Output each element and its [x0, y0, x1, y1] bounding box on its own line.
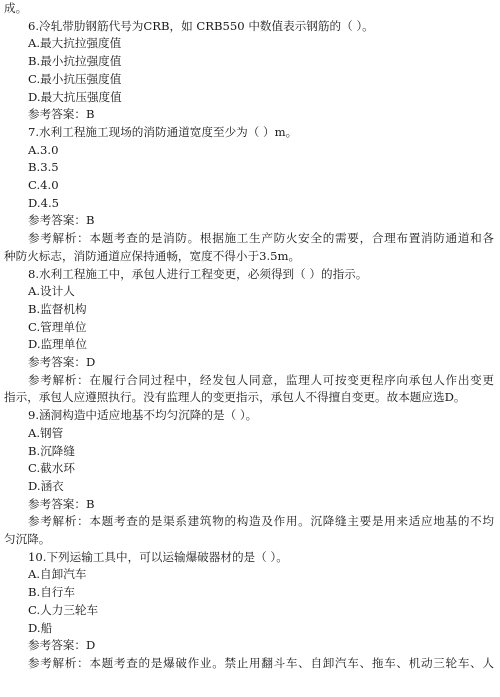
- text-line: A.自卸汽车: [28, 567, 87, 582]
- text-line: C.截水环: [28, 461, 75, 476]
- text-line: 6.冷轧带肋钢筋代号为CRB，如 CRB550 中数值表示钢筋的（ ）。: [28, 18, 374, 33]
- text-line: B.监督机构: [28, 301, 87, 316]
- text-line: B.3.5: [28, 160, 59, 175]
- text-line: A.3.0: [28, 142, 59, 157]
- text-line: 参考答案：B: [28, 107, 95, 122]
- text-line: 参考解析：本题考查的是爆破作业。禁止用翻斗车、自卸汽车、拖车、机动三轮车、人: [28, 655, 494, 670]
- text-line: A.设计人: [28, 284, 75, 299]
- text-line: 8.水利工程施工中，承包人进行工程变更，必须得到（ ）的指示。: [28, 266, 368, 281]
- text-line: C.4.0: [28, 178, 59, 192]
- text-line: 参考解析：在履行合同过程中，经发包人同意，监理人可按变更程序向承包人作出变更: [28, 372, 494, 387]
- text-line: D.船: [28, 620, 53, 635]
- text-line: 种防火标志，消防通道应保持通畅，宽度不得小于3.5m。: [4, 248, 301, 263]
- text-line: D.监理单位: [28, 337, 87, 352]
- text-line: D.最大抗压强度值: [28, 89, 122, 104]
- text-line: 成。: [4, 1, 28, 15]
- text-line: B.最小抗拉强度值: [28, 54, 122, 69]
- text-line: 参考解析：本题考查的是消防。根据施工生产防火安全的需要，合理布置消防通道和各: [28, 231, 494, 246]
- text-line: 参考答案：D: [28, 355, 96, 369]
- text-line: A.最大抗拉强度值: [28, 36, 122, 51]
- text-line: 9.涵洞构造中适应地基不均匀沉降的是（ ）。: [28, 408, 258, 423]
- text-line: 10.下列运输工具中，可以运输爆破器材的是（ ）。: [28, 549, 288, 564]
- text-line: B.沉降缝: [28, 443, 75, 458]
- text-line: A.钢管: [28, 425, 64, 440]
- text-line: 7.水利工程施工现场的消防通道宽度至少为（ ）m。: [28, 124, 298, 139]
- text-line: D.4.5: [28, 195, 60, 210]
- text-line: B.自行车: [28, 585, 75, 600]
- text-line: C.最小抗压强度值: [28, 71, 122, 86]
- text-line: 指示，承包人应遵照执行。没有监理人的变更指示，承包人不得擅自变更。故本题应选D。: [4, 390, 466, 405]
- text-line: 参考答案：B: [28, 213, 95, 228]
- text-line: 参考答案：B: [28, 496, 95, 511]
- text-line: 参考答案：D: [28, 638, 96, 653]
- text-line: 参考解析：本题考查的是渠系建筑物的构造及作用。沉降缝主要是用来适应地基的不均: [28, 514, 494, 529]
- text-line: 匀沉降。: [4, 532, 51, 546]
- text-line: D.涵衣: [28, 478, 64, 493]
- text-line: C.人力三轮车: [28, 602, 99, 617]
- text-line: C.管理单位: [28, 319, 87, 334]
